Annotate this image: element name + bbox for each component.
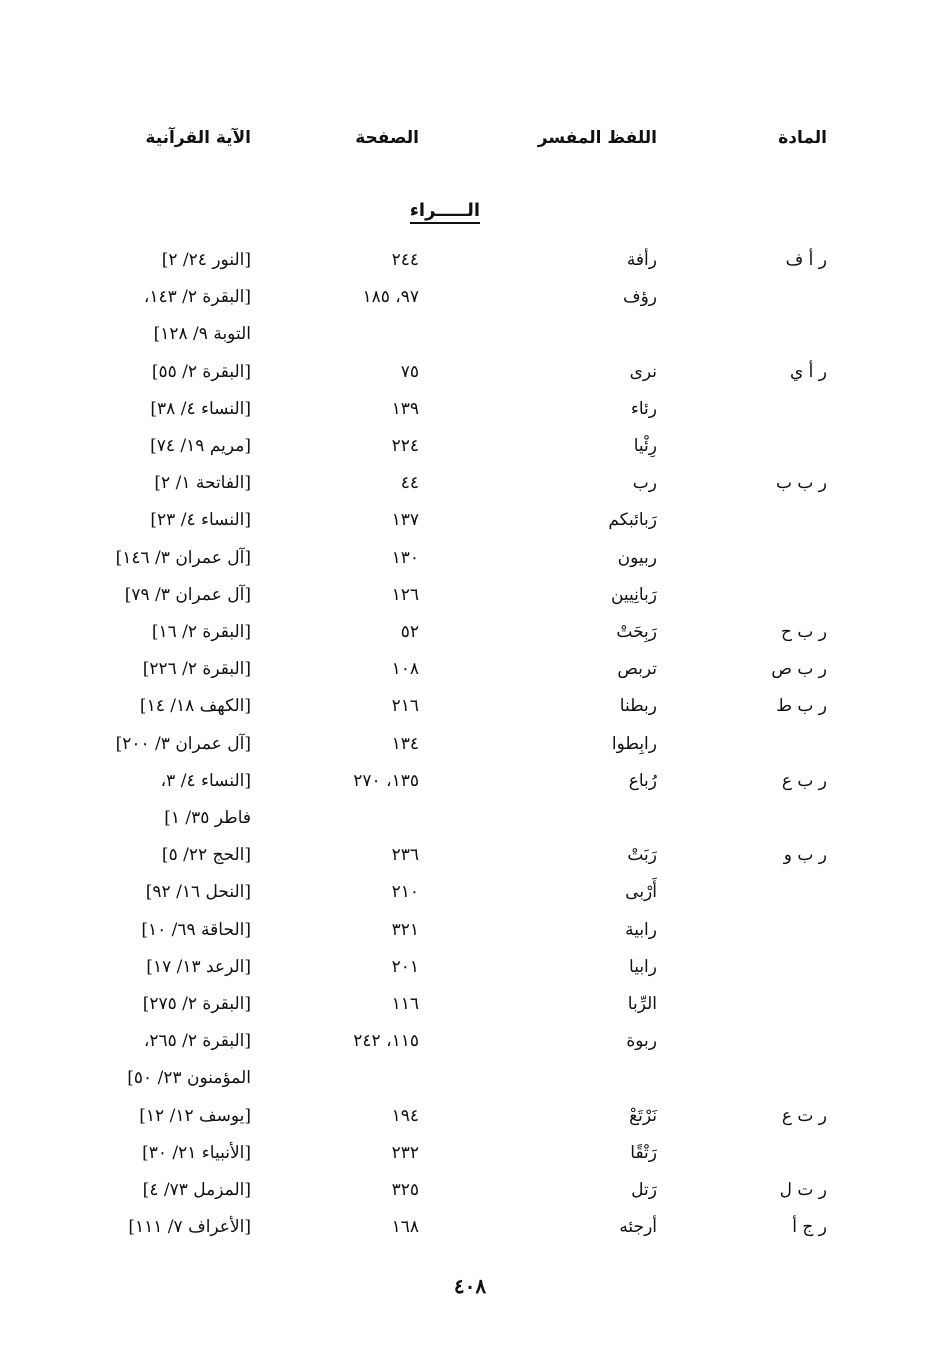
verse-cell: [مريم ١٩/ ٧٤] bbox=[150, 436, 251, 456]
root-cell bbox=[727, 540, 827, 577]
section-title bbox=[380, 200, 480, 221]
verse-cell: [البقرة ٢/ ٢٦٥، bbox=[143, 1031, 251, 1052]
verse-cell: [الحج ٢٢/ ٥] bbox=[161, 845, 251, 866]
header-page: الصفحة bbox=[355, 128, 419, 148]
page-cell: ٥٢ bbox=[400, 622, 419, 642]
table-row bbox=[0, 502, 937, 539]
root-cell bbox=[727, 912, 827, 949]
table-row bbox=[0, 428, 937, 465]
root-cell: ر ب و bbox=[783, 845, 827, 866]
word-cell: رَتْقًا bbox=[630, 1142, 657, 1163]
table-row bbox=[0, 1060, 937, 1097]
table-row bbox=[0, 800, 937, 837]
word-cell: رؤف bbox=[622, 287, 657, 308]
table-row bbox=[0, 1172, 937, 1209]
verse-cell: [الأنبياء ٢١/ ٣٠] bbox=[142, 1142, 251, 1163]
root-cell bbox=[727, 949, 827, 986]
root-cell bbox=[727, 577, 827, 614]
table-row bbox=[0, 763, 937, 800]
root-cell bbox=[727, 800, 827, 837]
verse-cell: [النور ٢٤/ ٢] bbox=[161, 250, 251, 270]
page-cell: ٢١٦ bbox=[391, 696, 419, 717]
word-cell: رَبائبكم bbox=[608, 510, 657, 531]
page-cell: ٣٢٥ bbox=[391, 1180, 419, 1200]
word-cell: رأفة bbox=[626, 250, 657, 270]
table-row bbox=[0, 614, 937, 651]
verse-cell: [آل عمران ٣/ ١٤٦] bbox=[115, 547, 251, 568]
section-title-text: الـــــراء bbox=[410, 200, 480, 224]
page-cell: ٧٥ bbox=[400, 361, 419, 382]
table-row bbox=[0, 1135, 937, 1172]
page-cell: ٢٠١ bbox=[391, 956, 419, 977]
table-row bbox=[0, 540, 937, 577]
table-row bbox=[0, 986, 937, 1023]
verse-cell: [يوسف ١٢/ ١٢] bbox=[139, 1105, 251, 1126]
table-row bbox=[0, 874, 937, 911]
table-row bbox=[0, 354, 937, 391]
root-cell bbox=[727, 428, 827, 465]
header-word: اللفظ المفسر bbox=[537, 128, 657, 148]
header-root: المادة bbox=[778, 128, 827, 148]
verse-cell: [البقرة ٢/ ١٤٣، bbox=[143, 287, 251, 308]
verse-cell: [النحل ١٦/ ٩٢] bbox=[145, 882, 251, 903]
page-cell bbox=[279, 316, 419, 353]
table-row bbox=[0, 688, 937, 725]
root-cell bbox=[727, 279, 827, 316]
header-verse: الآية القرآنية bbox=[145, 128, 251, 148]
root-cell bbox=[727, 1023, 827, 1060]
table-row bbox=[0, 316, 937, 353]
word-cell: رئاء bbox=[630, 398, 657, 419]
page-cell: ١٦٨ bbox=[391, 1217, 419, 1238]
root-cell: ر ب ص bbox=[771, 659, 827, 680]
verse-cell: [المزمل ٧٣/ ٤] bbox=[142, 1180, 251, 1200]
table-row bbox=[0, 1023, 937, 1060]
word-cell: تربص bbox=[617, 659, 657, 680]
root-cell: ر أ ي bbox=[789, 361, 827, 382]
word-cell: رِئْيا bbox=[633, 436, 657, 456]
word-cell: رابِطوا bbox=[611, 733, 657, 754]
root-cell: ر ب ط bbox=[776, 696, 827, 717]
verse-cell: [البقرة ٢/ ٢٢٦] bbox=[142, 659, 251, 680]
word-cell: ربطنا bbox=[619, 696, 657, 717]
page-cell: ٣٢١ bbox=[391, 919, 419, 940]
root-cell bbox=[727, 316, 827, 353]
page-cell: ١١٦ bbox=[391, 994, 419, 1014]
table-row bbox=[0, 726, 937, 763]
root-cell: ر ب ح bbox=[781, 622, 827, 642]
verse-cell: [الأعراف ٧/ ١١١] bbox=[128, 1217, 251, 1238]
root-cell: ر ت ل bbox=[779, 1180, 827, 1200]
page-cell: ١٣٥، ٢٧٠ bbox=[353, 770, 419, 791]
page-cell: ١٠٨ bbox=[391, 659, 419, 680]
table-row bbox=[0, 465, 937, 502]
table-row bbox=[0, 242, 937, 279]
word-cell: رَبانِيين bbox=[610, 584, 657, 605]
word-cell: رابيا bbox=[629, 956, 657, 977]
word-cell: رب bbox=[632, 473, 657, 494]
page-cell: ٢٣٦ bbox=[391, 845, 419, 866]
verse-cell: [آل عمران ٣/ ٢٠٠] bbox=[115, 733, 251, 754]
table-row bbox=[0, 391, 937, 428]
root-cell bbox=[727, 1060, 827, 1097]
table-row bbox=[0, 837, 937, 874]
verse-cell: التوبة ٩/ ١٢٨] bbox=[153, 324, 251, 345]
root-cell: ر أ ف bbox=[785, 250, 827, 270]
page-cell: ٢١٠ bbox=[391, 882, 419, 903]
verse-cell: [الحاقة ٦٩/ ١٠] bbox=[141, 919, 251, 940]
page-cell: ٢٤٤ bbox=[391, 250, 419, 270]
root-cell bbox=[727, 986, 827, 1023]
root-cell bbox=[727, 1135, 827, 1172]
page-cell bbox=[279, 1060, 419, 1097]
word-cell bbox=[537, 1060, 657, 1097]
table-row bbox=[0, 1209, 937, 1246]
word-cell: نَرْتَعْ bbox=[629, 1105, 657, 1126]
page-cell: ١٣٧ bbox=[391, 510, 419, 531]
verse-cell: المؤمنون ٢٣/ ٥٠] bbox=[127, 1068, 251, 1089]
word-cell: ربوة bbox=[626, 1031, 657, 1052]
word-cell: أَرْبى bbox=[625, 882, 657, 903]
verse-cell: [آل عمران ٣/ ٧٩] bbox=[124, 584, 251, 605]
page-cell: ٢٢٤ bbox=[391, 436, 419, 456]
page-cell: ١١٥، ٢٤٢ bbox=[353, 1031, 419, 1052]
word-cell: رَتل bbox=[631, 1180, 657, 1200]
word-cell: رَبَتْ bbox=[627, 845, 657, 866]
page-cell: ١٣٩ bbox=[391, 398, 419, 419]
root-cell bbox=[727, 502, 827, 539]
verse-cell: [البقرة ٢/ ٢٧٥] bbox=[142, 994, 251, 1014]
verse-cell: [الكهف ١٨/ ١٤] bbox=[139, 696, 251, 717]
root-cell bbox=[727, 874, 827, 911]
word-cell: الرِّبا bbox=[627, 994, 657, 1014]
word-cell: أرجئه bbox=[619, 1217, 657, 1238]
table-row bbox=[0, 949, 937, 986]
root-cell: ر ج أ bbox=[792, 1217, 827, 1238]
verse-cell: [البقرة ٢/ ٥٥] bbox=[151, 361, 251, 382]
page-cell: ١٢٦ bbox=[391, 584, 419, 605]
page-cell: ٩٧، ١٨٥ bbox=[362, 287, 419, 308]
verse-cell: [البقرة ٢/ ١٦] bbox=[151, 622, 251, 642]
verse-cell: [الرعد ١٣/ ١٧] bbox=[146, 956, 251, 977]
root-cell bbox=[727, 391, 827, 428]
verse-cell: [النساء ٤/ ٢٣] bbox=[150, 510, 251, 531]
page-cell: ٢٣٢ bbox=[391, 1142, 419, 1163]
root-cell: ر ب ب bbox=[775, 473, 827, 494]
page-cell: ١٩٤ bbox=[391, 1105, 419, 1126]
word-cell: ربيون bbox=[617, 547, 657, 568]
page-cell: ١٣٤ bbox=[391, 733, 419, 754]
word-cell bbox=[537, 800, 657, 837]
page-number: ٤٠٨ bbox=[453, 1274, 487, 1298]
root-cell: ر ت ع bbox=[781, 1105, 827, 1126]
word-cell: رابية bbox=[625, 919, 657, 940]
table-row bbox=[0, 651, 937, 688]
table-row bbox=[0, 912, 937, 949]
word-cell: رَبِحَتْ bbox=[616, 622, 657, 642]
word-cell: رُباع bbox=[628, 770, 657, 791]
table-row bbox=[0, 1098, 937, 1135]
word-cell: نرى bbox=[629, 361, 657, 382]
verse-cell: [الفاتحة ١/ ٢] bbox=[154, 473, 251, 494]
root-cell bbox=[727, 726, 827, 763]
verse-cell: [النساء ٤/ ٣٨] bbox=[150, 398, 251, 419]
verse-cell: فاطر ٣٥/ ١] bbox=[164, 808, 251, 828]
verse-cell: [النساء ٤/ ٣، bbox=[160, 770, 251, 791]
table-row bbox=[0, 279, 937, 316]
page-cell: ١٣٠ bbox=[391, 547, 419, 568]
root-cell: ر ب ع bbox=[781, 770, 827, 791]
page-cell: ٤٤ bbox=[400, 473, 419, 494]
word-cell bbox=[537, 316, 657, 353]
table-row bbox=[0, 577, 937, 614]
page-cell bbox=[279, 800, 419, 837]
